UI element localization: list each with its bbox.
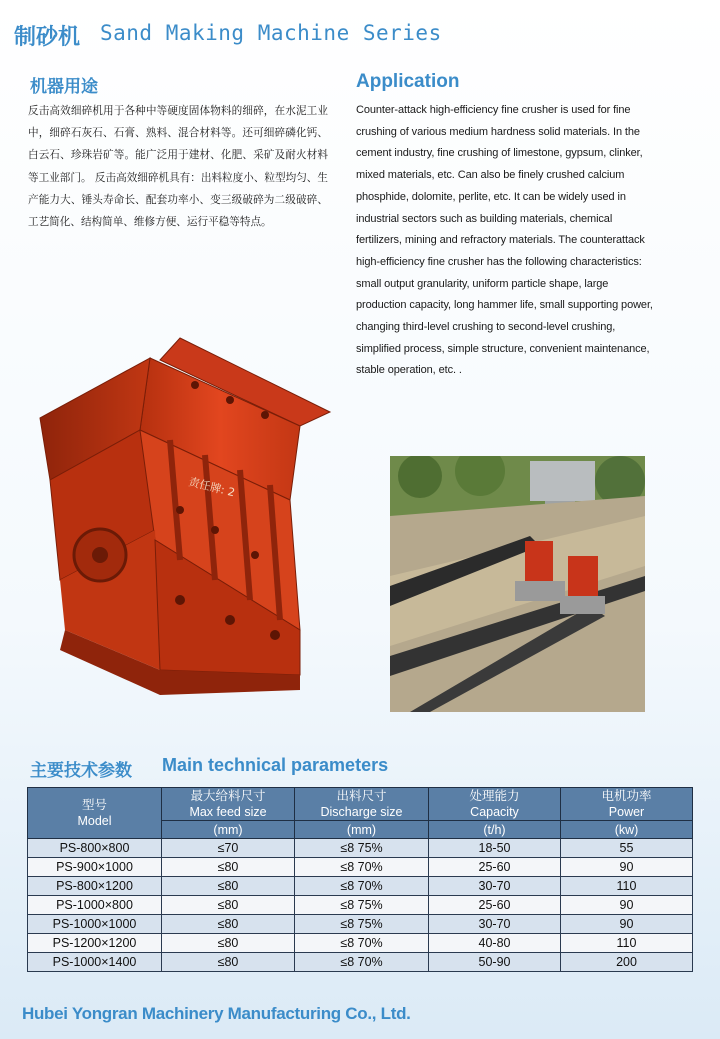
table-row	[28, 915, 693, 934]
table-row	[28, 953, 693, 972]
usage-heading-en: Application	[356, 71, 460, 92]
table-cell: 18-50	[429, 839, 561, 858]
table-cell: 30-70	[429, 915, 561, 934]
table-cell: ≤8 75%	[295, 896, 429, 915]
table-cell: 40-80	[429, 934, 561, 953]
table-row	[28, 934, 693, 953]
params-heading-en: Main technical parameters	[162, 755, 389, 775]
usage-heading-cn: 机器用途	[30, 77, 98, 96]
table-cell: 55	[561, 839, 693, 858]
table-row	[28, 896, 693, 915]
table-cell: PS-800×1200	[28, 877, 162, 896]
table-cell: 90	[561, 915, 693, 934]
table-cell: 25-60	[429, 858, 561, 877]
table-cell: 90	[561, 896, 693, 915]
page-title-cn: 制砂机	[14, 25, 81, 50]
unit-discharge: (mm)	[295, 821, 429, 839]
table-cell: ≤8 70%	[295, 953, 429, 972]
table-cell: PS-1000×1400	[28, 953, 162, 972]
table-cell: 90	[561, 858, 693, 877]
col-header-model: 型号 Model	[28, 788, 162, 839]
table-cell: ≤80	[162, 858, 295, 877]
table-cell: 200	[561, 953, 693, 972]
unit-capacity: (t/h)	[429, 821, 561, 839]
table-row	[28, 858, 693, 877]
table-cell: PS-1200×1200	[28, 934, 162, 953]
crusher-machine-image	[30, 330, 340, 705]
col-header-power: 电机功率 Power	[561, 788, 693, 821]
table-cell: 110	[561, 877, 693, 896]
table-cell: ≤80	[162, 877, 295, 896]
table-row	[28, 839, 693, 858]
col-header-discharge: 出料尺寸 Discharge size	[295, 788, 429, 821]
table-cell: ≤8 75%	[295, 915, 429, 934]
parameters-table	[27, 787, 693, 972]
table-cell: ≤8 70%	[295, 934, 429, 953]
table-cell: 30-70	[429, 877, 561, 896]
usage-text-cn: 反击高效细碎机用于各种中等硬度固体物料的细碎，在水泥工业中，细碎石灰石、石膏、熟料、混合材料等。还可细碎磷化钙、白云石、珍珠岩矿等。能广泛用于建材、化肥、采矿及耐火材料等工业部门。 反击高效细碎机具有：出料粒度小、粒型均匀、生产能力大、锤头寿命长、配套功率小、变三级破碎为二级破碎、工艺简化、结构简单、维修方便、运行平稳等特点。	[28, 105, 328, 229]
installation-site-photo	[390, 456, 645, 712]
col-header-feed: 最大给料尺寸 Max feed size	[162, 788, 295, 821]
params-heading-cn: 主要技术参数	[30, 761, 132, 780]
table-cell: 110	[561, 934, 693, 953]
table-cell: 25-60	[429, 896, 561, 915]
machine-plate-text: 责任牌: 2	[187, 475, 237, 500]
table-cell: ≤8 75%	[295, 839, 429, 858]
table-cell: ≤80	[162, 896, 295, 915]
table-cell: PS-900×1000	[28, 858, 162, 877]
page-title-en: Sand Making Machine Series	[100, 21, 442, 45]
table-cell: PS-1000×800	[28, 896, 162, 915]
table-cell: PS-800×800	[28, 839, 162, 858]
usage-text-en: Counter-attack high-efficiency fine crusher is used for fine crushing of various medium hardness solid materials. In the cement industry, fine crushing of limestone, gypsum, clinker, mixed materials, etc. Can also be finely crushed calcium phosphide, dolomite, perlite, etc. It can be widely used in industrial sectors such as building materials, chemical fertilizers, mining and refractory materials. The counterattack high-efficiency fine crusher has the following characteristics: small output granularity, uniform particle shape, large production capacity, long hammer life, small supporting power, changing third-level crushing to second-level crushing, simplified process, simple structure, convenient maintenance, stable operation, etc. .	[356, 104, 653, 377]
table-row	[28, 877, 693, 896]
table-cell: 50-90	[429, 953, 561, 972]
table-cell: PS-1000×1000	[28, 915, 162, 934]
table-cell: ≤80	[162, 915, 295, 934]
table-cell: ≤80	[162, 934, 295, 953]
unit-power: (kw)	[561, 821, 693, 839]
col-header-capacity: 处理能力 Capacity	[429, 788, 561, 821]
table-cell: ≤8 70%	[295, 877, 429, 896]
table-cell: ≤70	[162, 839, 295, 858]
table-cell: ≤8 70%	[295, 858, 429, 877]
company-name: Hubei Yongran Machinery Manufacturing Co., Ltd.	[22, 1004, 411, 1023]
unit-feed: (mm)	[162, 821, 295, 839]
table-cell: ≤80	[162, 953, 295, 972]
